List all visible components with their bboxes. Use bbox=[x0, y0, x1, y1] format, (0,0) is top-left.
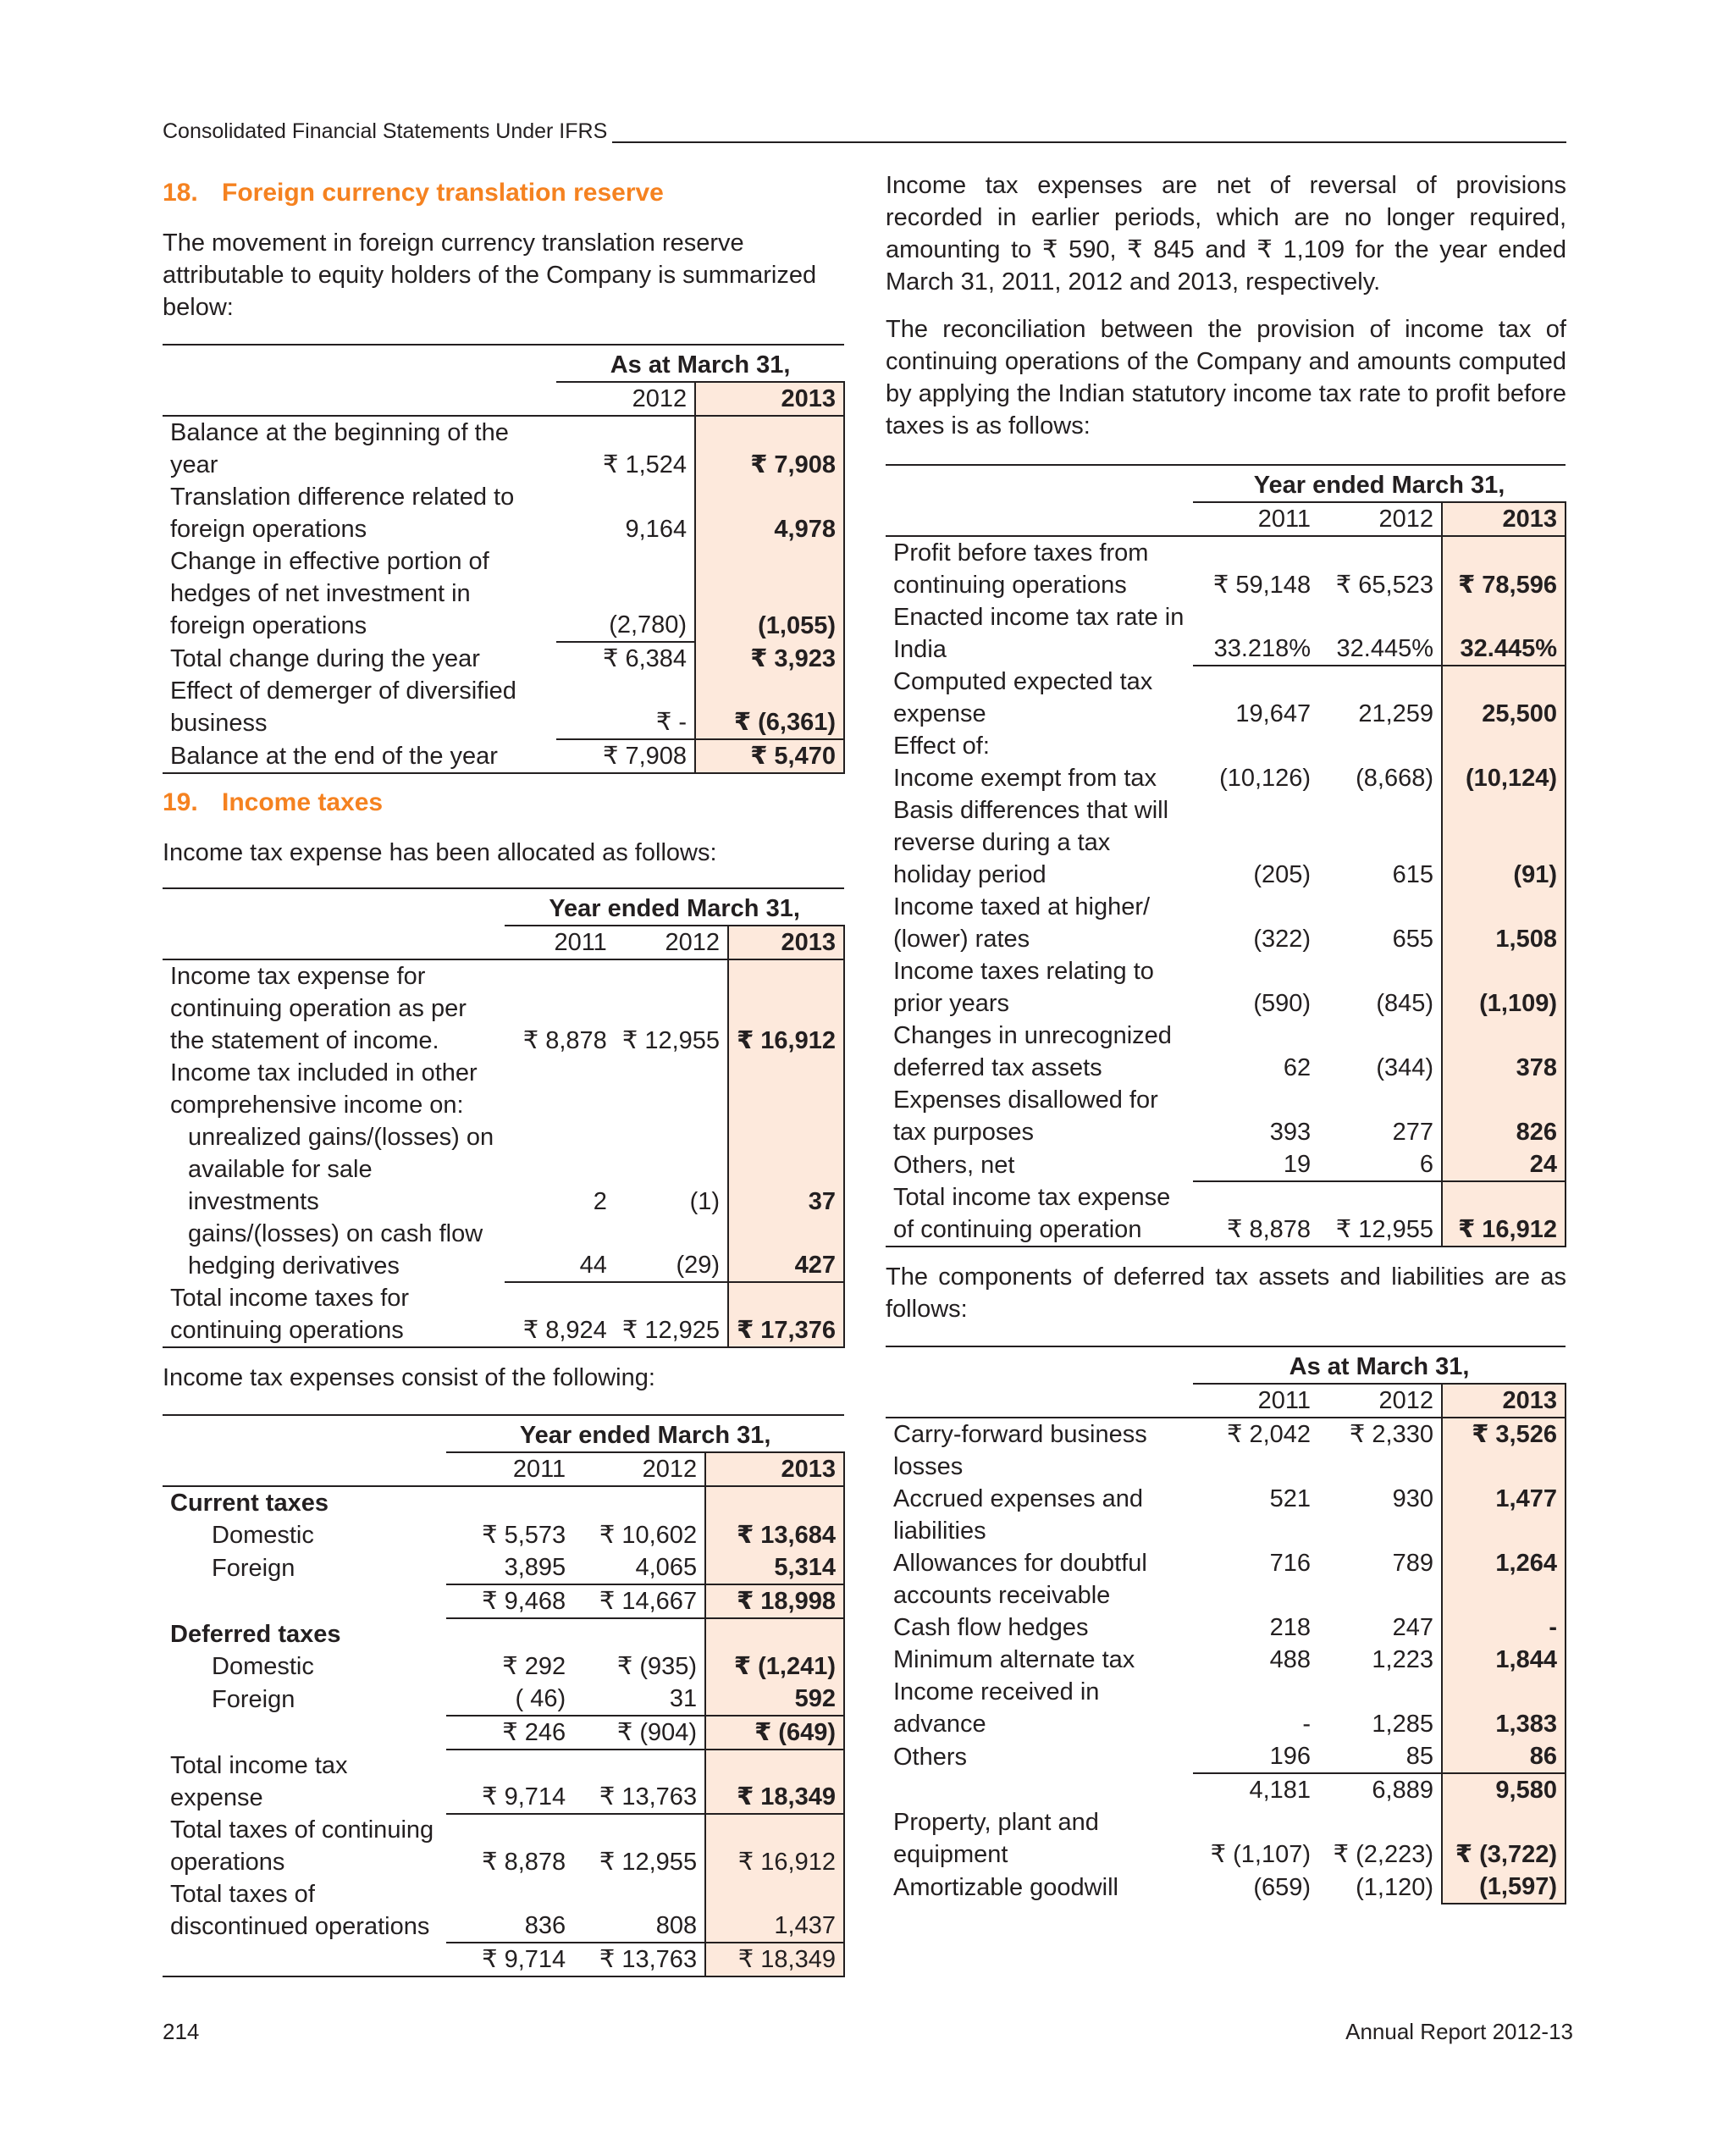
left-column bbox=[163, 169, 845, 1991]
tax-allocation-table bbox=[163, 887, 845, 1348]
table-row: ₹ 9,468 ₹ 14,667 ₹ 18,998 bbox=[163, 1584, 844, 1618]
section-18-title: 18. Foreign currency translation reserve bbox=[163, 179, 664, 207]
table-row: ₹ 9,714 ₹ 13,763 ₹ 18,349 bbox=[163, 1943, 844, 1976]
tax-expense-components-table bbox=[163, 1414, 845, 1977]
table-row: Enacted income tax rate in India 33.218% 32.445% 32.445% bbox=[886, 601, 1566, 666]
table-row: Total income tax expense ₹ 9,714 ₹ 13,763 ₹ 18,349 bbox=[163, 1750, 844, 1814]
table-row: Total taxes of discontinued operations 836 808 1,437 bbox=[163, 1878, 844, 1943]
table-row: Translation difference related to foreign operations 9,164 4,978 bbox=[163, 481, 844, 545]
section-19-intro: Income tax expense has been allocated as follows: bbox=[163, 839, 717, 866]
reversal-paragraph: Income tax expenses are net of reversal of provisions recorded in earlier periods, which are no longer required, amounting to ₹ 590, ₹ 845 and ₹ 1,109 for the year ended March 31, 2011, 2012 and 2013, respectively. bbox=[886, 172, 1566, 296]
table-row: Income taxes relating to prior years (590) (845) (1,109) bbox=[886, 955, 1566, 1020]
table-row: Effect of demerger of diversified business ₹ - ₹ (6,361) bbox=[163, 675, 844, 739]
table-row: Balance at the end of the year ₹ 7,908 ₹ 5,470 bbox=[163, 739, 844, 773]
reconciliation-table bbox=[886, 464, 1566, 1247]
page-header bbox=[163, 119, 1566, 144]
table-row: 4,181 6,889 9,580 bbox=[886, 1773, 1566, 1806]
header-title: Consolidated Financial Statements Under IFRS bbox=[163, 119, 612, 144]
table-row: Total taxes of continuing operations ₹ 8,878 ₹ 12,955 ₹ 16,912 bbox=[163, 1814, 844, 1878]
table-row: Amortizable goodwill (659) (1,120) (1,597) bbox=[886, 1871, 1566, 1904]
table-row: Profit before taxes from continuing operations ₹ 59,148 ₹ 65,523 ₹ 78,596 bbox=[886, 536, 1566, 601]
table-row: Computed expected tax expense 19,647 21,259 25,500 bbox=[886, 666, 1566, 730]
table-row: Income received in advance - 1,285 1,383 bbox=[886, 1676, 1566, 1740]
consist-intro: Income tax expenses consist of the following: bbox=[163, 1364, 655, 1391]
table-row: gains/(losses) on cash flow hedging derivatives 44 (29) 427 bbox=[163, 1218, 844, 1282]
table-row: Minimum alternate tax 488 1,223 1,844 bbox=[886, 1644, 1566, 1676]
table-row: Income exempt from tax (10,126) (8,668) (10,124) bbox=[886, 762, 1566, 794]
table-row: Expenses disallowed for tax purposes 393 277 826 bbox=[886, 1084, 1566, 1148]
section-19-title: 19. Income taxes bbox=[163, 788, 384, 816]
table-row: Income tax included in other comprehensive income on: bbox=[163, 1057, 844, 1121]
table-row: Effect of: bbox=[886, 730, 1566, 762]
table-row: Others 196 85 86 bbox=[886, 1740, 1566, 1773]
table-row: Carry-forward business losses ₹ 2,042 ₹ 2,330 ₹ 3,526 bbox=[886, 1418, 1566, 1483]
table-row: Foreign 3,895 4,065 5,314 bbox=[163, 1551, 844, 1584]
table-row: Basis differences that will reverse during a tax holiday period (205) 615 (91) bbox=[886, 794, 1566, 891]
fctr-table bbox=[163, 344, 845, 774]
table-years-row: 2011 2012 2013 bbox=[886, 502, 1566, 536]
table-row: Cash flow hedges 218 247 - bbox=[886, 1611, 1566, 1644]
table-row: Accrued expenses and liabilities 521 930 1,477 bbox=[886, 1483, 1566, 1547]
table-header-row: As at March 31, bbox=[610, 351, 791, 379]
table-row: ₹ 246 ₹ (904) ₹ (649) bbox=[163, 1716, 844, 1750]
table-row: Change in effective portion of hedges of net investment in foreign operations (2,780) (1,055) bbox=[163, 545, 844, 642]
table-row: Total income taxes for continuing operations ₹ 8,924 ₹ 12,925 ₹ 17,376 bbox=[163, 1282, 844, 1347]
table-header-row: Year ended March 31, bbox=[1253, 472, 1505, 499]
table-header-row: Year ended March 31, bbox=[549, 895, 800, 922]
section-18-intro: The movement in foreign currency translation reserve attributable to equity holders of the Company is summarized below: bbox=[163, 229, 817, 321]
table-row: Allowances for doubtful accounts receivable 716 789 1,264 bbox=[886, 1547, 1566, 1611]
page-number: 214 bbox=[163, 2019, 200, 2044]
table-row: Income tax expense for continuing operation as per the statement of income. ₹ 8,878 ₹ 12,955 ₹ 16,912 bbox=[163, 959, 844, 1057]
table-row: Domestic ₹ 292 ₹ (935) ₹ (1,241) bbox=[163, 1650, 844, 1683]
table-row: Income taxed at higher/ (lower) rates (322) 655 1,508 bbox=[886, 891, 1566, 955]
components-paragraph: The components of deferred tax assets and liabilities are as follows: bbox=[886, 1263, 1566, 1323]
report-name: Annual Report 2012-13 bbox=[1345, 2019, 1573, 2044]
table-row: Changes in unrecognized deferred tax assets 62 (344) 378 bbox=[886, 1020, 1566, 1084]
table-header-row: As at March 31, bbox=[1289, 1353, 1470, 1380]
right-column bbox=[886, 169, 1566, 1918]
table-row: Current taxes bbox=[163, 1486, 844, 1519]
table-row: Others, net 19 6 24 bbox=[886, 1148, 1566, 1181]
table-years-row: 2012 2013 bbox=[163, 382, 844, 416]
table-row: unrealized gains/(losses) on available for sale investments 2 (1) 37 bbox=[163, 1121, 844, 1218]
reconciliation-paragraph: The reconciliation between the provision of income tax of continuing operations of the Company and amounts computed by applying the Indian statutory income tax rate to profit before taxes is as follows: bbox=[886, 316, 1566, 439]
table-row: Deferred taxes bbox=[163, 1618, 844, 1650]
table-years-row: 2011 2012 2013 bbox=[163, 1452, 844, 1486]
table-row: Balance at the beginning of the year ₹ 1,524 ₹ 7,908 bbox=[163, 416, 844, 481]
table-row: Property, plant and equipment ₹ (1,107) ₹ (2,223) ₹ (3,722) bbox=[886, 1806, 1566, 1871]
table-row: Domestic ₹ 5,573 ₹ 10,602 ₹ 13,684 bbox=[163, 1519, 844, 1551]
table-row: Foreign ( 46) 31 592 bbox=[163, 1683, 844, 1716]
table-years-row: 2011 2012 2013 bbox=[163, 926, 844, 959]
table-row: Total change during the year ₹ 6,384 ₹ 3,923 bbox=[163, 642, 844, 675]
table-row: Total income tax expense of continuing operation ₹ 8,878 ₹ 12,955 ₹ 16,912 bbox=[886, 1181, 1566, 1247]
table-header-row: Year ended March 31, bbox=[519, 1422, 771, 1449]
table-years-row: 2011 2012 2013 bbox=[886, 1384, 1566, 1418]
deferred-tax-table bbox=[886, 1346, 1566, 1904]
